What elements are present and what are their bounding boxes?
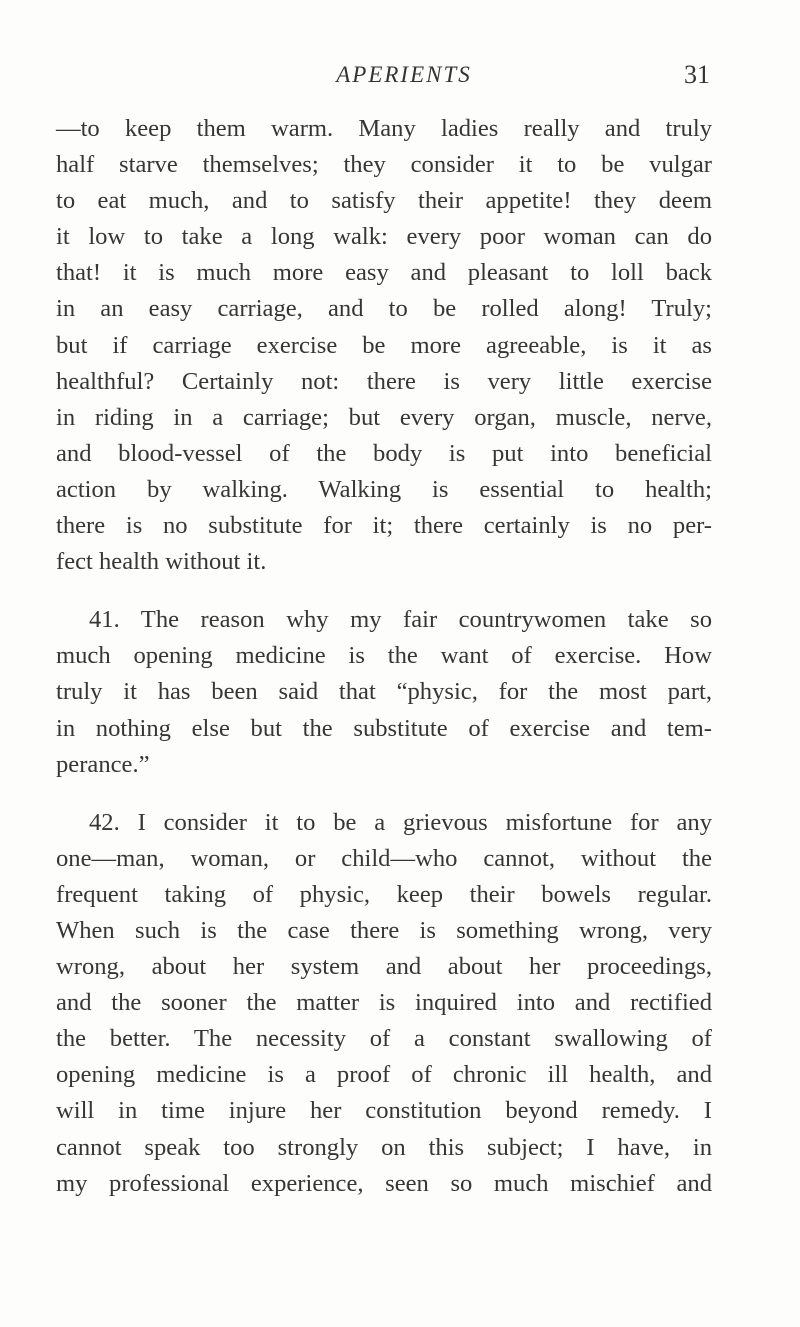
text-line: 41. The reason why my fair countrywomen take so (89, 606, 712, 634)
text-line: opening medicine is a proof of chronic ill health, and (56, 1061, 712, 1089)
text-line: perance.” (56, 750, 150, 778)
text-line: the better. The necessity of a constant swallowing of (56, 1025, 712, 1053)
text-line: cannot speak too strongly on this subject; I have, in (56, 1133, 712, 1161)
text-line: action by walking. Walking is essential to health; (56, 475, 712, 503)
paragraph-41 (56, 602, 712, 782)
text-line: truly it has been said that “physic, for the most part, (56, 678, 712, 706)
text-line: in riding in a carriage; but every organ, muscle, nerve, (56, 403, 712, 431)
text-line: one—man, woman, or child—who cannot, without the (56, 844, 712, 872)
text-line: it low to take a long walk: every poor woman can do (56, 223, 712, 251)
body-text (56, 111, 712, 1202)
text-line: wrong, about her system and about her proceedings, (56, 953, 712, 981)
paragraph-continuation (56, 111, 712, 580)
text-line: When such is the case there is something wrong, very (56, 916, 712, 944)
text-line: fect health without it. (56, 548, 267, 576)
text-line: frequent taking of physic, keep their bowels regular. (56, 880, 712, 908)
text-line: 42. I consider it to be a grievous misfortune for any (89, 808, 712, 836)
text-line: —to keep them warm. Many ladies really and truly (56, 115, 712, 142)
text-line: my professional experience, seen so much mischief and (56, 1169, 712, 1197)
text-line: to eat much, and to satisfy their appetite! they deem (56, 187, 712, 215)
text-line: will in time injure her constitution beyond remedy. I (56, 1097, 712, 1125)
text-line: and the sooner the matter is inquired into and rectified (56, 989, 712, 1017)
paragraph-42 (56, 805, 712, 1202)
text-line: there is no substitute for it; there certainly is no per- (56, 512, 712, 540)
text-line: in an easy carriage, and to be rolled along! Truly; (56, 295, 712, 323)
page-number: 31 (684, 60, 710, 89)
running-head-title: APERIENTS (336, 62, 472, 87)
text-line: and blood-vessel of the body is put into beneficial (56, 439, 712, 467)
text-line: that! it is much more easy and pleasant to loll back (56, 259, 712, 287)
text-line: half starve themselves; they consider it to be vulgar (56, 151, 712, 179)
text-line: but if carriage exercise be more agreeable, is it as (56, 331, 712, 359)
running-head (98, 60, 710, 94)
text-line: much opening medicine is the want of exercise. How (56, 642, 712, 670)
text-line: healthful? Certainly not: there is very little exercise (56, 367, 712, 395)
text-line: in nothing else but the substitute of exercise and tem- (56, 714, 712, 742)
